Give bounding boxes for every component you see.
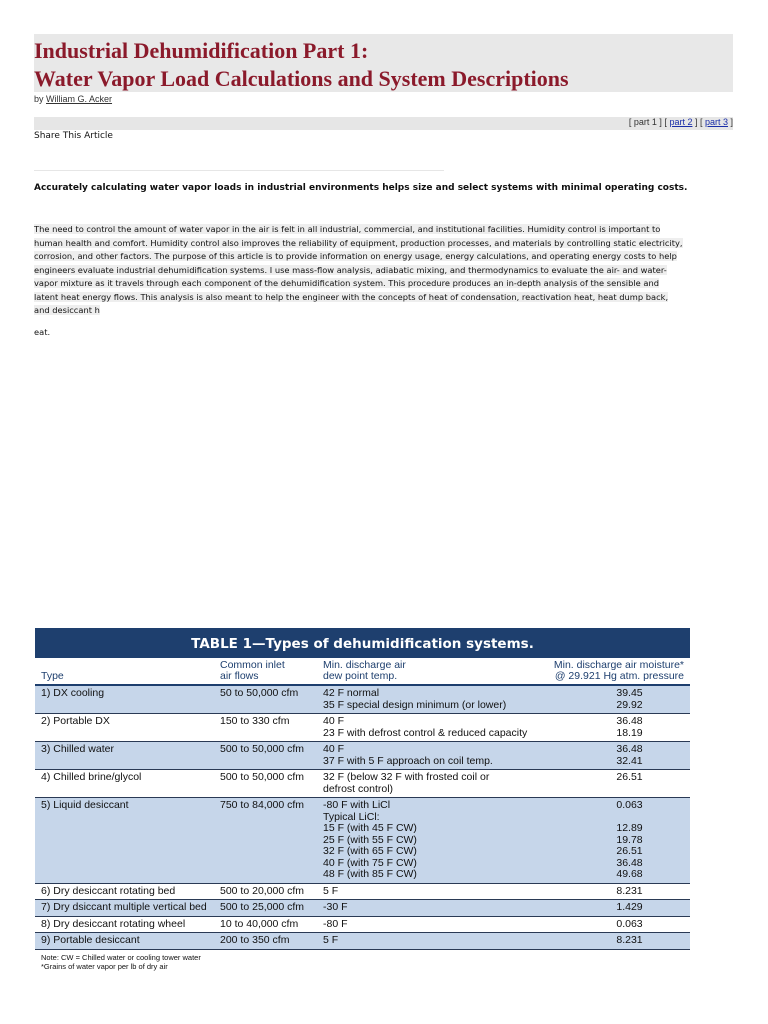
- header-air-flows: Common inlet air flows: [214, 658, 317, 685]
- part-nav: [629, 117, 733, 127]
- cell-type: 8) Dry desiccant rotating wheel: [35, 916, 214, 933]
- part-nav-bracket: [: [628, 117, 634, 127]
- cell-air-flow: 200 to 350 cfm: [214, 933, 317, 950]
- table-row: [35, 883, 690, 900]
- dehumidification-table: [35, 628, 690, 971]
- author-link[interactable]: William G. Acker: [46, 94, 113, 104]
- part-nav-separator: ] [: [692, 117, 705, 127]
- cell-moisture: 26.51: [535, 770, 690, 798]
- part-nav-bracket: ]: [727, 117, 733, 127]
- table-note: [35, 953, 690, 971]
- table-header-row: [35, 658, 690, 685]
- cell-type: 9) Portable desiccant: [35, 933, 214, 950]
- table-row: [35, 916, 690, 933]
- table-grid: [35, 658, 690, 950]
- cell-type: 5) Liquid desiccant: [35, 798, 214, 884]
- cell-type: 3) Chilled water: [35, 742, 214, 770]
- cell-dew-point: 5 F: [317, 883, 535, 900]
- table-row: [35, 685, 690, 714]
- cell-moisture: 1.429: [535, 900, 690, 917]
- part-nav-separator: ] [: [656, 117, 670, 127]
- article-title-line-1: Industrial Dehumidification Part 1:: [34, 38, 369, 63]
- cell-dew-point: 40 F 37 F with 5 F approach on coil temp.: [317, 742, 535, 770]
- table-row: [35, 714, 690, 742]
- cell-moisture: 39.45 29.92: [535, 685, 690, 714]
- note-line: *Grains of water vapor per lb of dry air: [41, 961, 168, 971]
- cell-dew-point: -80 F with LiCl Typical LiCl: 15 F (with 45 F CW) 25 F (with 55 F CW) 32 F (with 65 F CW) 40 F (with 75 F CW) 48 F (with 85 F CW): [317, 798, 535, 884]
- table-row: [35, 933, 690, 950]
- header-dew-point: Min. discharge air dew point temp.: [317, 658, 535, 685]
- article-title-block: [34, 34, 733, 92]
- part-1-current: part 1: [633, 117, 657, 127]
- body-line: latent heat energy flows. This analysis is also meant to help the engineer with the concepts of heat of condensation, reactivation heat, heat dump back,: [34, 291, 669, 302]
- table-row: [35, 798, 690, 884]
- cell-air-flow: 500 to 20,000 cfm: [214, 883, 317, 900]
- cell-air-flow: 750 to 84,000 cfm: [214, 798, 317, 884]
- cell-moisture: 8.231: [535, 883, 690, 900]
- cell-moisture: 8.231: [535, 933, 690, 950]
- table-row: [35, 770, 690, 798]
- article-title-line-2: Water Vapor Load Calculations and System Descriptions: [34, 66, 569, 91]
- part-3-link[interactable]: part 3: [704, 117, 728, 127]
- table-row: [35, 742, 690, 770]
- body-line: human health and comfort. Humidity control also improves the reliability of equipment, production processes, and materials by controlling static electricity,: [34, 237, 683, 248]
- body-line: engineers evaluate industrial dehumidification systems. I use mass-flow analysis, adiabatic mixing, and thermodynamics to evaluate the air- and water-: [34, 264, 667, 275]
- cell-dew-point: -80 F: [317, 916, 535, 933]
- byline-prefix: by: [34, 94, 47, 104]
- article-lead: Accurately calculating water vapor loads in industrial environments helps size and select systems with minimal operating costs.: [34, 183, 688, 193]
- divider: [34, 170, 444, 171]
- cell-moisture: 36.48 18.19: [535, 714, 690, 742]
- cell-type: 7) Dry dsiccant multiple vertical bed: [35, 900, 214, 917]
- cell-dew-point: 40 F 23 F with defrost control & reduced capacity: [317, 714, 535, 742]
- cell-dew-point: 32 F (below 32 F with frosted coil or defrost control): [317, 770, 535, 798]
- cell-dew-point: 42 F normal 35 F special design minimum (or lower): [317, 685, 535, 714]
- cell-dew-point: 5 F: [317, 933, 535, 950]
- body-line: vapor mixture as it travels through each component of the dehumidification system. This procedure produces an in-depth analysis of the sensible and: [34, 278, 660, 288]
- note-line: Note: CW = Chilled water or cooling tower water: [41, 952, 201, 962]
- body-line: and desiccant h: [34, 305, 100, 315]
- header-type: Type: [35, 658, 214, 685]
- cell-moisture: 0.063: [535, 916, 690, 933]
- cell-air-flow: 500 to 50,000 cfm: [214, 742, 317, 770]
- cell-type: 2) Portable DX: [35, 714, 214, 742]
- cell-dew-point: -30 F: [317, 900, 535, 917]
- table-row: [35, 900, 690, 917]
- cell-moisture: 0.063 12.89 19.78 26.51 36.48 49.68: [535, 798, 690, 884]
- article-body: [34, 223, 734, 318]
- cell-air-flow: 10 to 40,000 cfm: [214, 916, 317, 933]
- share-article-link[interactable]: Share This Article: [34, 131, 113, 141]
- cell-air-flow: 500 to 50,000 cfm: [214, 770, 317, 798]
- body-line: corrosion, and other factors. The purpose of this article is to provide information on energy usage, energy calculations, and operating energy costs to help: [34, 251, 677, 261]
- table-title: TABLE 1—Types of dehumidification systems.: [35, 628, 690, 658]
- byline: [34, 94, 112, 104]
- cell-air-flow: 500 to 25,000 cfm: [214, 900, 317, 917]
- cell-type: 1) DX cooling: [35, 685, 214, 714]
- cell-type: 4) Chilled brine/glycol: [35, 770, 214, 798]
- cell-type: 6) Dry desiccant rotating bed: [35, 883, 214, 900]
- part-2-link[interactable]: part 2: [669, 117, 693, 127]
- cell-air-flow: 50 to 50,000 cfm: [214, 685, 317, 714]
- cell-air-flow: 150 to 330 cfm: [214, 714, 317, 742]
- header-moisture: Min. discharge air moisture* @ 29.921 Hg atm. pressure: [535, 658, 690, 685]
- body-line: The need to control the amount of water vapor in the air is felt in all industrial, commercial, and institutional facilities. Humidity control is important to: [34, 224, 661, 234]
- article-body-tail: eat.: [34, 327, 51, 337]
- cell-moisture: 36.48 32.41: [535, 742, 690, 770]
